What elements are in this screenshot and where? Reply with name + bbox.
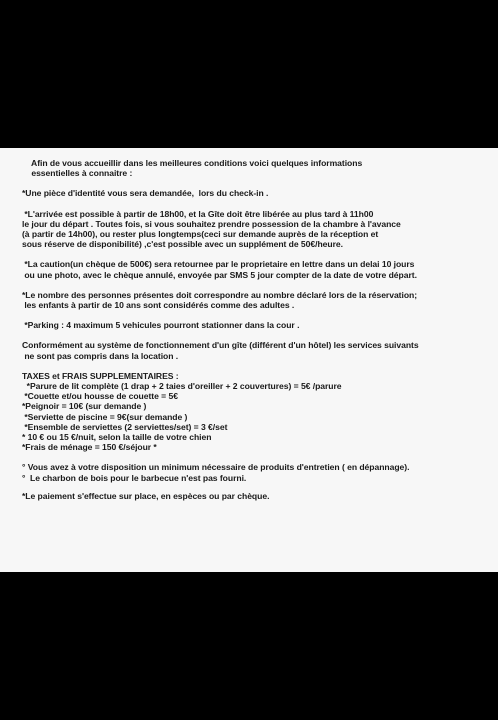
fee-item: *Couette et/ou housse de couette = 5€ <box>22 391 178 402</box>
persons-line: *Le nombre des personnes présentes doit correspondre au nombre déclaré lors de la réservation; <box>22 289 418 300</box>
fee-item: *Peignoir = 10€ (sur demande ) <box>22 401 147 412</box>
fee-item: *Serviette de piscine = 9€(sur demande ) <box>22 411 188 422</box>
fee-item: *Parure de lit complète (1 drap + 2 taies d'oreiller + 2 couvertures) = 5€ /parure <box>22 381 342 392</box>
fees-title: TAXES et FRAIS SUPPLEMENTAIRES : <box>22 370 179 381</box>
deposit-line: *La caution(un chèque de 500€) sera retournee par le proprietaire en lettre dans un delai 10 jours <box>22 259 415 270</box>
fee-item: *Frais de ménage = 150 €/séjour * <box>22 442 157 453</box>
parking-paragraph: *Parking : 4 maximum 5 vehicules pourront stationner dans la cour . <box>22 320 300 331</box>
fee-item: *Ensemble de serviettes (2 serviettes/set) = 3 €/set <box>22 421 228 432</box>
arrival-line: sous réserve de disponibilité) ,c'est possible avec un supplément de 50€/heure. <box>22 239 343 250</box>
id-check-paragraph: *Une pièce d'identité vous sera demandée, lors du check-in . <box>22 188 269 199</box>
supplies-line: ° Vous avez à votre disposition un minimum nécessaire de produits d'entretien ( en dépannage). <box>22 462 410 473</box>
deposit-line: ou une photo, avec le chèque annulé, envoyée par SMS 5 jour compter de la date de votre départ. <box>22 269 417 280</box>
arrival-line: *L'arrivée est possible à partir de 18h00, et la Gîte doit être libérée au plus tard à 11h00 <box>22 208 374 219</box>
services-line: ne sont pas compris dans la location . <box>22 350 179 361</box>
document-text <box>22 158 492 501</box>
arrival-line: le jour du départ . Toutes fois, si vous souhaitez prendre possession de la chambre à l'avance <box>22 218 401 229</box>
supplies-line: ° Le charbon de bois pour le barbecue n'est pas fourni. <box>22 472 247 483</box>
payment-paragraph: *Le paiement s'effectue sur place, en espèces ou par chèque. <box>22 490 270 501</box>
arrival-line: (à partir de 14h00), ou rester plus longtemps(ceci sur demande auprès de la réception et <box>22 229 379 240</box>
services-line: Conformément au système de fonctionnement d'un gîte (différent d'un hôtel) les services suivants <box>22 340 419 351</box>
fee-item: * 10 € ou 15 €/nuit, selon la taille de votre chien <box>22 432 212 443</box>
persons-line: les enfants à partir de 10 ans sont considérés comme des adultes . <box>22 300 295 311</box>
intro-line: Afin de vous accueillir dans les meilleures conditions voici quelques informations <box>22 158 363 168</box>
document-page <box>0 148 498 572</box>
intro-line: essentielles à connaitre : <box>22 168 133 179</box>
